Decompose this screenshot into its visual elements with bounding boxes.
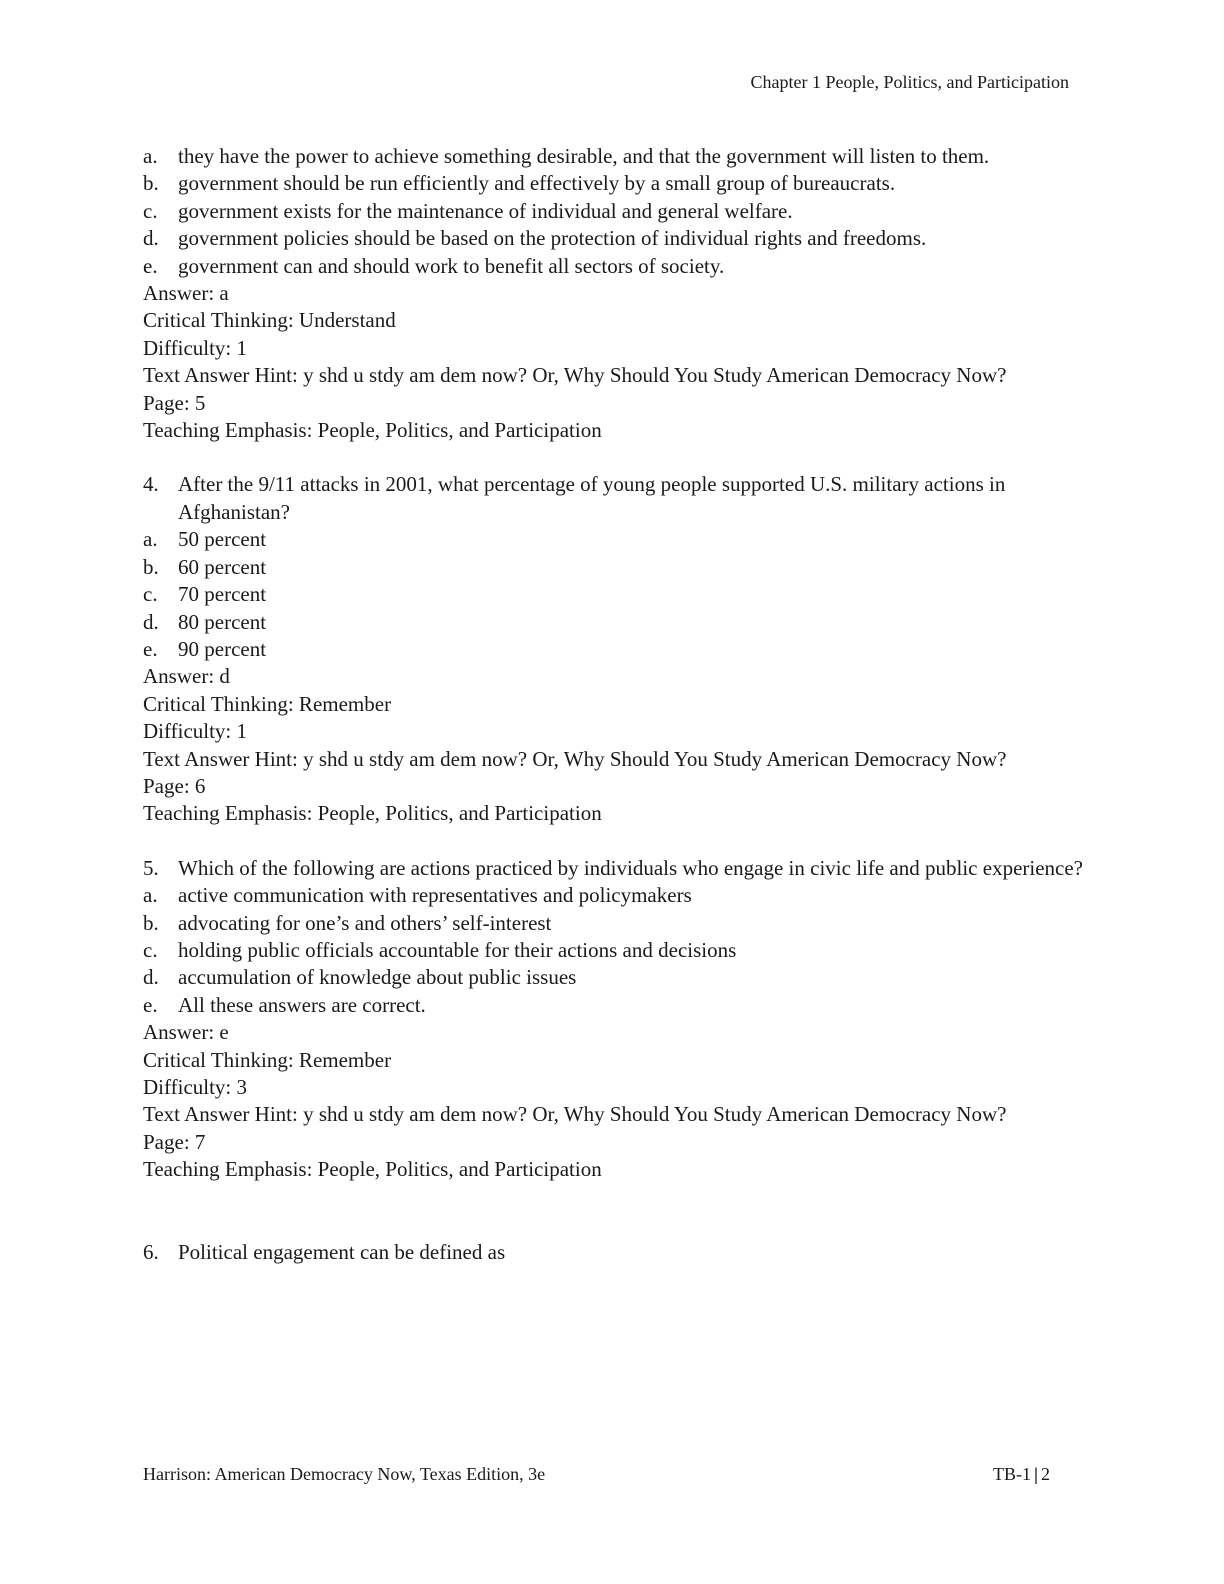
difficulty: Difficulty: 1: [143, 719, 248, 744]
page-reference: Page: 6: [143, 773, 206, 798]
option-b: b. 60 percent: [143, 554, 267, 579]
option-e: e. All these answers are correct.: [143, 992, 426, 1017]
question-5-options: [143, 882, 1083, 1019]
option-b: b. advocating for one’s and others’ self-interest: [143, 910, 552, 935]
question-6: 6. Political engagement can be defined as: [143, 1239, 506, 1264]
option-d: d. accumulation of knowledge about public issues: [143, 965, 577, 990]
option-e: e. 90 percent: [143, 636, 267, 661]
option-c: c. 70 percent: [143, 582, 267, 607]
teaching-emphasis: Teaching Emphasis: People, Politics, and Participation: [143, 801, 602, 826]
footer-page-number: 2: [1041, 1464, 1050, 1484]
footer-code: TB-1: [993, 1464, 1032, 1484]
option-c: c. holding public officials accountable for their actions and decisions: [143, 937, 737, 962]
teaching-emphasis: Teaching Emphasis: People, Politics, and Participation: [143, 1157, 602, 1182]
question-5: 5. Which of the following are actions practiced by individuals who engage in civic life and public experience?: [143, 855, 1083, 880]
teaching-emphasis: Teaching Emphasis: People, Politics, and Participation: [143, 418, 602, 443]
running-header: Chapter 1 People, Politics, and Participation: [750, 72, 1069, 92]
answer-hint: Text Answer Hint: y shd u stdy am dem now? Or, Why Should You Study American Democracy Now?: [143, 1102, 1007, 1127]
answer-hint: Text Answer Hint: y shd u stdy am dem now? Or, Why Should You Study American Democracy Now?: [143, 363, 1007, 388]
option-a: a. active communication with representatives and policymakers: [143, 883, 692, 908]
answer: Answer: e: [143, 1020, 229, 1045]
question-4: 4. After the 9/11 attacks in 2001, what percentage of young people supported U.S. military actions in Afghanistan?: [143, 472, 1006, 524]
option-a: a. 50 percent: [143, 527, 267, 552]
page-content: [143, 143, 1083, 1266]
option-c: c. government exists for the maintenance of individual and general welfare.: [143, 198, 793, 223]
question-4-options: [143, 526, 1083, 663]
critical-thinking: Critical Thinking: Remember: [143, 1047, 392, 1072]
option-b: b. government should be run efficiently and effectively by a small group of bureaucrats.: [143, 171, 896, 196]
critical-thinking: Critical Thinking: Remember: [143, 691, 392, 716]
footer-book-title: Harrison: American Democracy Now, Texas Edition, 3e: [143, 1464, 546, 1484]
page-reference: Page: 5: [143, 390, 206, 415]
page-reference: Page: 7: [143, 1129, 206, 1154]
question-3-options: [143, 143, 1083, 280]
difficulty: Difficulty: 1: [143, 335, 248, 360]
option-d: d. government policies should be based on the protection of individual rights and freedoms.: [143, 226, 927, 251]
footer-page-info: [993, 1464, 1050, 1485]
answer: Answer: d: [143, 664, 230, 689]
option-a: a. they have the power to achieve something desirable, and that the government will listen to them.: [143, 144, 990, 168]
answer: Answer: a: [143, 281, 229, 306]
option-d: d. 80 percent: [143, 609, 267, 634]
difficulty: Difficulty: 3: [143, 1075, 248, 1099]
option-e: e. government can and should work to benefit all sectors of society.: [143, 253, 725, 278]
answer-hint: Text Answer Hint: y shd u stdy am dem now? Or, Why Should You Study American Democracy Now?: [143, 746, 1007, 771]
footer-separator: |: [1034, 1464, 1038, 1484]
critical-thinking: Critical Thinking: Understand: [143, 308, 396, 333]
